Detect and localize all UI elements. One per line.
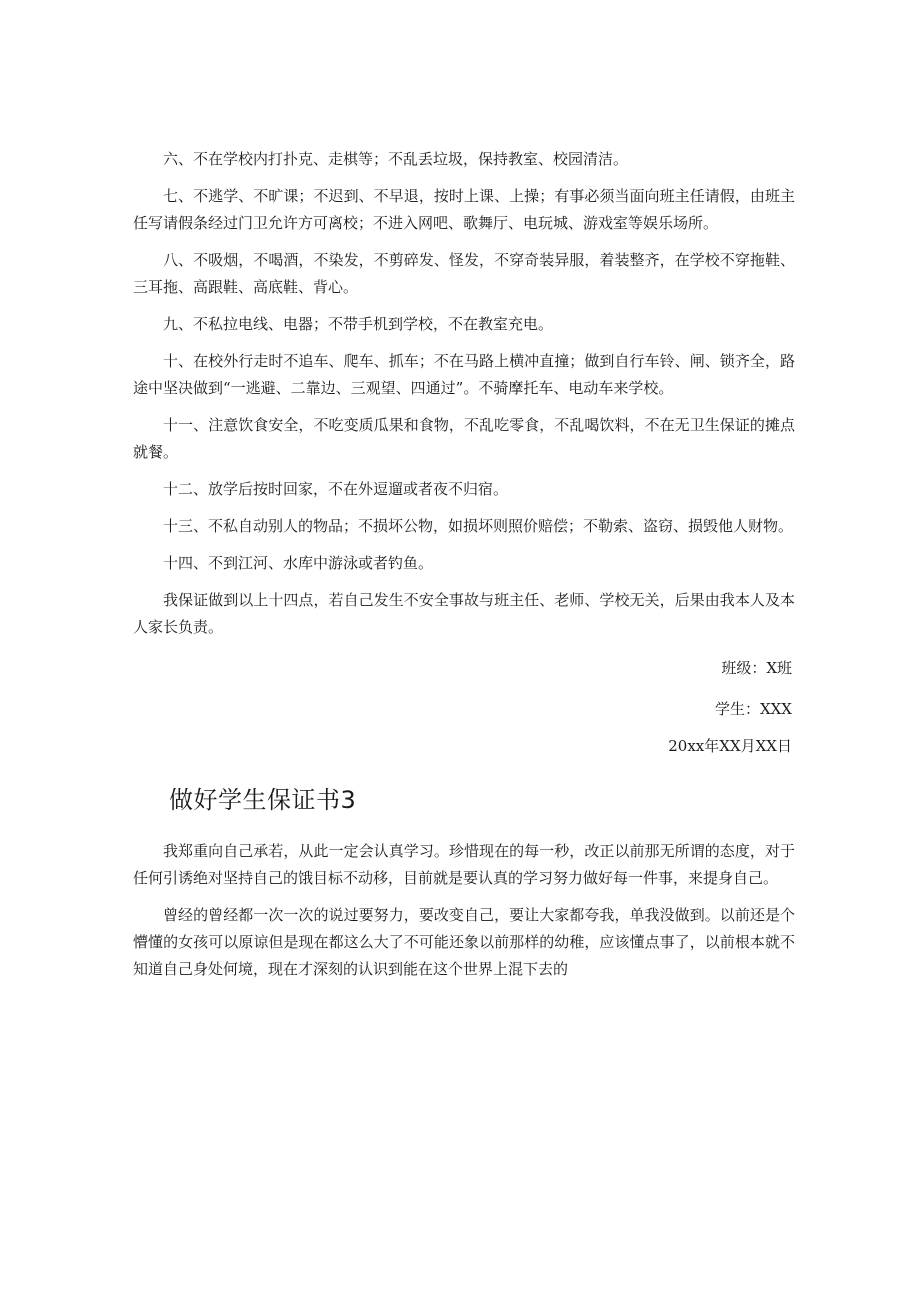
rule-item-9: 九、不私拉电线、电器；不带手机到学校，不在教室充电。	[163, 315, 554, 333]
rule-item-8: 八、不吸烟，不喝酒，不染发，不剪碎发、怪发，不穿奇装异服，着装整齐，在学校不穿拖鞋、三耳拖、高跟鞋、高底鞋、背心。	[133, 251, 795, 296]
document-page	[133, 146, 795, 993]
section-body	[133, 838, 795, 983]
signature-class: 班级：X班	[721, 659, 792, 677]
rule-item-7: 七、不逃学、不旷课；不迟到、不早退，按时上课、上操；有事必须当面向班主任请假，由班主任写请假条经过门卫允许方可离校；不进入网吧、歌舞厅、电玩城、游戏室等娱乐场所。	[133, 187, 795, 232]
section-paragraph-1: 我郑重向自己承若，从此一定会认真学习。珍惜现在的每一秒，改正以前那无所谓的态度，对于任何引诱绝对坚持自己的饿目标不动移，目前就是要认真的学习努力做好每一件事，来提身自己。	[133, 842, 795, 887]
signature-date: 20xx年XX月XX日	[668, 737, 792, 755]
rule-item-6: 六、不在学校内打扑克、走棋等；不乱丢垃圾，保持教室、校园清洁。	[163, 150, 629, 168]
rule-item-10: 十、在校外行走时不追车、爬车、抓车；不在马路上横冲直撞；做到自行车铃、闸、锁齐全，路途中坚决做到“一逃避、二靠边、三观望、四通过”。不骑摩托车、电动车来学校。	[133, 352, 795, 397]
section-heading: 做好学生保证书3	[169, 786, 357, 814]
rule-item-11: 十一、注意饮食安全，不吃变质瓜果和食物，不乱吃零食，不乱喝饮料，不在无卫生保证的摊点就餐。	[133, 416, 795, 461]
section-paragraph-2: 曾经的曾经都一次一次的说过要努力，要改变自己，要让大家都夸我，单我没做到。以前还是个懵懂的女孩可以原谅但是现在都这么大了不可能还象以前那样的幼稚，应该懂点事了，以前根本就不知道自己身处何境，现在才深刻的认识到能在这个世界上混下去的	[133, 906, 795, 978]
rule-item-13: 十三、不私自动别人的物品；不损坏公物，如损坏则照价赔偿；不勒索、盗窃、损毁他人财物。	[163, 517, 794, 535]
pledge-paragraph: 我保证做到以上十四点，若自己发生不安全事故与班主任、老师、学校无关，后果由我本人及本人家长负责。	[133, 591, 795, 636]
signature-student: 学生：XXX	[714, 700, 792, 718]
rule-item-14: 十四、不到江河、水库中游泳或者钓鱼。	[163, 554, 434, 572]
rule-item-12: 十二、放学后按时回家，不在外逗遛或者夜不归宿。	[163, 480, 509, 498]
